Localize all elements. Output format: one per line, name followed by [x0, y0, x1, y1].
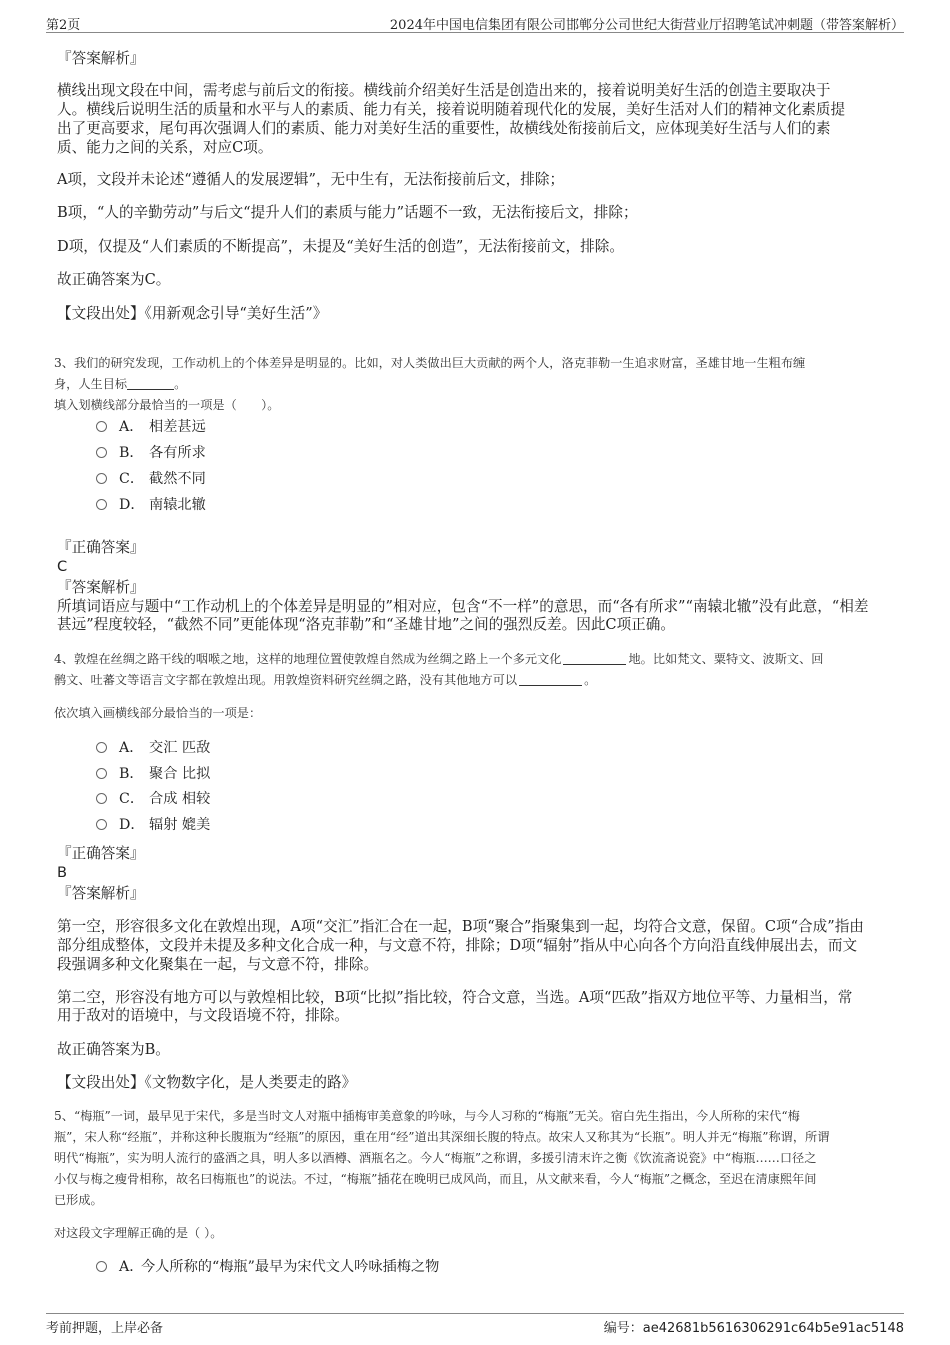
q4-option-b[interactable]: B． 聚合 比拟 [96, 765, 210, 783]
q2-analysis-line: 横线出现文段在中间，需考虑与前后文的衔接。横线前介绍美好生活是创造出来的，接着说明美好生活的创造主要取决于 [57, 82, 831, 99]
q2-analysis-line: 质、能力之间的关系，对应C项。 [57, 139, 273, 156]
radio-icon[interactable] [96, 499, 107, 510]
q4-stem-line: 4、敦煌在丝绸之路干线的咽喉之地，这样的地理位置使敦煌自然成为丝绸之路上一个多元文化 地。比如梵文、粟特文、波斯文、回 [54, 652, 824, 666]
q2-option-b-explanation: B项，“人的辛勤劳动”与后文“提升人们的素质与能力”话题不一致，无法衔接后文，排除； [57, 204, 638, 221]
footer-slogan: 考前押题，上岸必备 [46, 1321, 164, 1336]
q4-option-c[interactable]: C． 合成 相较 [96, 790, 210, 808]
page-footer [46, 1313, 904, 1336]
q3-stem-line: 3、我们的研究发现，工作动机上的个体差异是明显的。比如，对人类做出巨大贡献的两个人，洛克菲勒一生追求财富，圣雄甘地一生粗布缠 [54, 356, 806, 370]
q4-analysis-line: 段强调多种文化聚集在一起，与文意不符，排除。 [57, 956, 379, 973]
q5-stem-line: 小仅与梅之瘦骨相称，故名曰梅瓶也”的说法。不过，“梅瓶”插花在晚明已成风尚，而且，从文献来看，今人“梅瓶”之概念，至迟在清康熙年间 [54, 1172, 817, 1186]
q3-option-a[interactable]: A． 相差甚远 [96, 418, 206, 436]
q4-analysis-label: 『答案解析』 [57, 885, 145, 902]
q4-blank-1 [563, 652, 626, 665]
page-number: 第2页 [46, 18, 81, 33]
q3-prompt: 填入划横线部分最恰当的一项是（ ）。 [54, 398, 280, 412]
q5-stem-line: 已形成。 [54, 1193, 103, 1207]
q3-blank [127, 377, 174, 390]
document-code: 编号：ae42681b5616306291c64b5e91ac5148 [603, 1321, 904, 1336]
q5-stem-line: 5、“梅瓶”一词，最早见于宋代，多是当时文人对瓶中插梅审美意象的吟咏，与今人习称的“梅瓶”无关。宿白先生指出，今人所称的宋代“梅 [54, 1109, 800, 1123]
q4-analysis-line: 第一空，形容很多文化在敦煌出现，A项“交汇”指汇合在一起，B项“聚合”指聚集到一起，均符合文意，保留。C项“合成”指由 [57, 918, 864, 935]
page-header [46, 12, 904, 33]
q3-analysis-line: 所填词语应与题中“工作动机上的个体差异是明显的”相对应，包含“不一样”的意思，而“各有所求”“南辕北辙”没有此意，“相差 [57, 598, 869, 615]
q4-analysis-line: 部分组成整体，文段并未提及多种文化合成一种，与文意不符，排除；D项“辐射”指从中心向各个方向沿直线伸展出去，而文 [57, 937, 858, 954]
radio-icon[interactable] [96, 421, 107, 432]
q4-option-a[interactable]: A． 交汇 匹敌 [96, 739, 210, 757]
radio-icon[interactable] [96, 447, 107, 458]
q5-prompt: 对这段文字理解正确的是（ ）。 [54, 1226, 223, 1240]
q5-stem-line: 明代“梅瓶”，实为明人流行的盛酒之具，明人多以酒樽、酒瓶名之。今人“梅瓶”之称谓，多援引清末许之衡《饮流斋说瓷》中“梅瓶……口径之 [54, 1151, 817, 1165]
q3-correct-answer: C [57, 558, 68, 575]
q3-option-b[interactable]: B． 各有所求 [96, 444, 206, 462]
q4-correct-label: 『正确答案』 [57, 845, 145, 862]
q4-option-d[interactable]: D． 辐射 媲美 [96, 816, 210, 834]
q2-option-d-explanation: D项，仅提及“人们素质的不断提高”，未提及“美好生活的创造”，无法衔接前文，排除。 [57, 238, 624, 255]
q5-stem-line: 瓶”，宋人称“经瓶”，并称这种长腹瓶为“经瓶”的原因，重在用“经”道出其深细长腹的特点。故宋人又称其为“长瓶”。明人并无“梅瓶”称谓，所谓 [54, 1130, 830, 1144]
q4-prompt: 依次填入画横线部分最恰当的一项是： [54, 706, 262, 720]
q3-correct-label: 『正确答案』 [57, 539, 145, 556]
q3-option-d[interactable]: D． 南辕北辙 [96, 496, 206, 514]
radio-icon[interactable] [96, 819, 107, 830]
q4-stem-line: 鹘文、吐蕃文等语言文字都在敦煌出现。用敦煌资料研究丝绸之路，没有其他地方可以 。 [54, 673, 597, 687]
q2-analysis-line: 出了更高要求，尾句再次强调人们的素质、能力对美好生活的重要性，故横线处衔接前后文，应体现美好生活与人们的素 [57, 120, 831, 137]
q3-analysis-line: 甚远”程度较轻，“截然不同”更能体现“洛克菲勒”和“圣雄甘地”之间的强烈反差。因此C项正确。 [57, 616, 675, 633]
q4-correct-answer: B [57, 864, 68, 881]
q2-option-a-explanation: A项，文段并未论述“遵循人的发展逻辑”，无中生有，无法衔接前后文，排除； [57, 171, 565, 188]
q3-analysis-label: 『答案解析』 [57, 579, 145, 596]
radio-icon[interactable] [96, 473, 107, 484]
radio-icon[interactable] [96, 768, 107, 779]
radio-icon[interactable] [96, 793, 107, 804]
document-title: 2024年中国电信集团有限公司邯郸分公司世纪大街营业厅招聘笔试冲刺题（带答案解析） [389, 18, 904, 33]
q4-analysis-line: 用于敌对的语境中，与文段语境不符，排除。 [57, 1007, 349, 1024]
q4-answer: 故正确答案为B。 [57, 1041, 170, 1058]
q4-source: 【文段出处】《文物数字化，是人类要走的路》 [57, 1074, 357, 1091]
q2-answer: 故正确答案为C。 [57, 271, 171, 288]
q2-source: 【文段出处】《用新观念引导“美好生活”》 [57, 305, 328, 322]
radio-icon[interactable] [96, 742, 107, 753]
q4-blank-2 [519, 673, 582, 686]
q3-stem-text: 身，人生目标 [54, 377, 128, 391]
q3-option-c[interactable]: C． 截然不同 [96, 470, 206, 488]
q3-stem-end: 。 [174, 377, 187, 391]
q3-stem-line [54, 374, 186, 395]
q2-analysis-line: 人。横线后说明生活的质量和水平与人的素质、能力有关，接着说明随着现代化的发展，美好生活对人们的精神文化素质提 [57, 101, 846, 118]
radio-icon[interactable] [96, 1261, 107, 1272]
q2-analysis-label: 『答案解析』 [57, 50, 145, 67]
q4-analysis-line: 第二空，形容没有地方可以与敦煌相比较，B项“比拟”指比较，符合文意，当选。A项“匹敌”指双方地位平等、力量相当，常 [57, 989, 853, 1006]
q5-option-a[interactable]: A．今人所称的“梅瓶”最早为宋代文人吟咏插梅之物 [96, 1258, 439, 1276]
